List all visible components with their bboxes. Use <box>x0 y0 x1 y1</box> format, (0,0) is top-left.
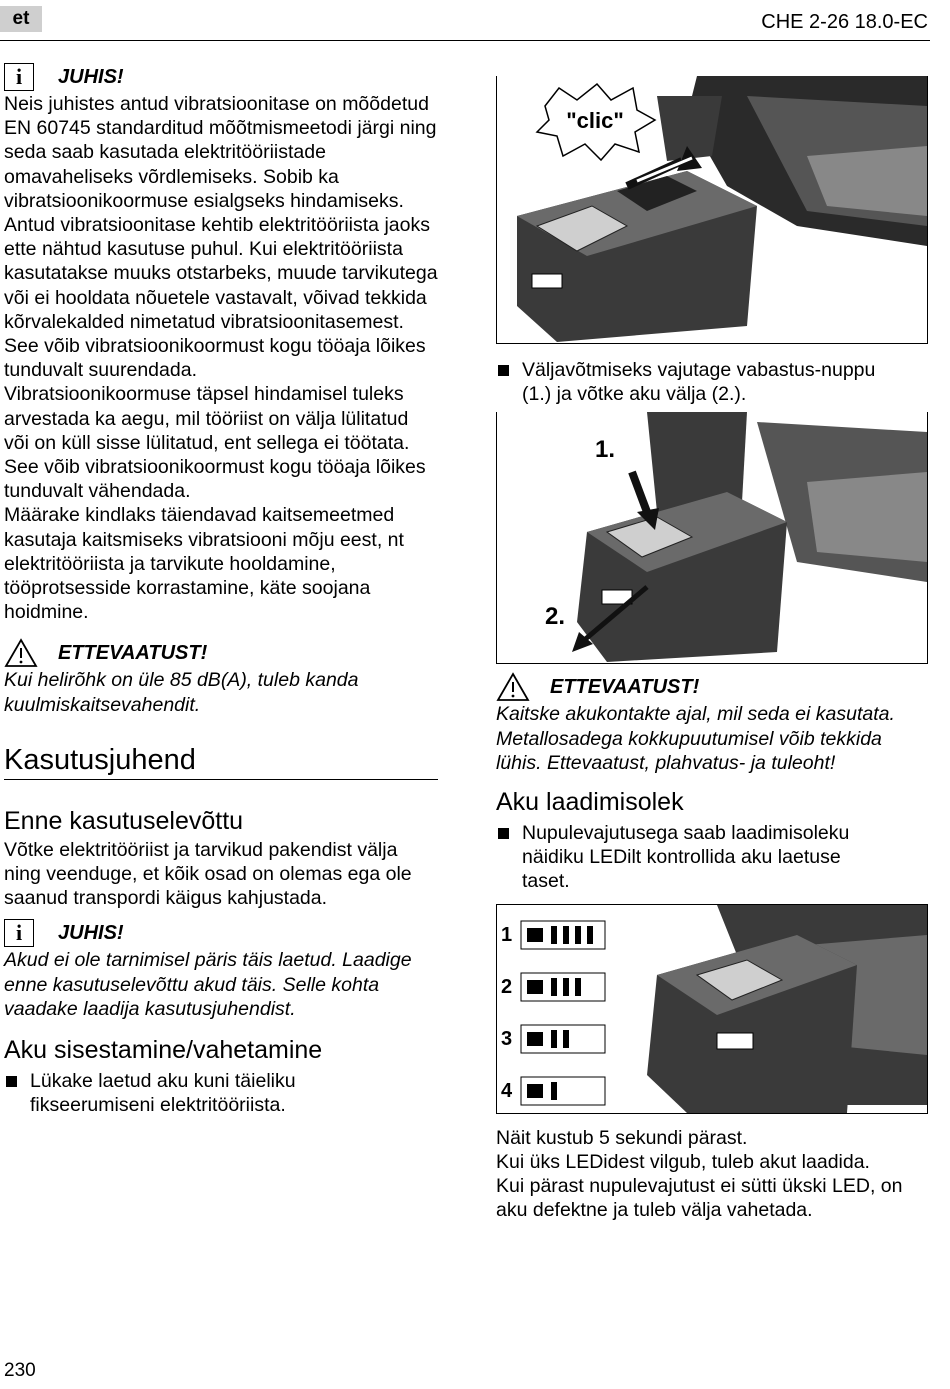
note-paragraph: Antud vibratsioonitase kehtib elektritööriista jaoks ette nähtud kasutuse puhul. Kui elektritööriista kasutatakse muuks otstarbeks, muude tarvikutega või ei hooldata nõuetele vastavalt, võivad tekkida kõrvalekalded nimetatud vibratsioonitasemest. See võib vibratsioonikoormust kogu tööaja lõikes tunduvalt suurendada. <box>4 214 438 382</box>
led-indicator <box>587 926 593 944</box>
note-title: JUHIS! <box>58 65 124 88</box>
subsection-title: Aku laadimisolek <box>496 788 684 817</box>
note-header <box>4 918 438 948</box>
note-text: Akud ei ole tarnimisel päris täis laetud. Laadige enne kasutuselevõttu akud täis. Selle kohta vaadake laadija kasutusjuhendist. <box>4 949 412 1020</box>
led-indicator <box>563 1030 569 1048</box>
clic-label: "clic" <box>566 108 624 133</box>
charge-level-number: 1 <box>501 923 513 946</box>
led-indicator <box>575 926 581 944</box>
caution-title: ETTEVAATUST! <box>550 676 700 699</box>
figure-battery-insert <box>496 76 928 344</box>
list-item-text: Nupulevajutusega saab laadimisoleku näidiku LEDilt kontrollida aku laetuse taset. <box>522 822 850 893</box>
subsection-title: Enne kasutuselevõttu <box>4 806 244 835</box>
subsection-text: Võtke elektritööriist ja tarvikud pakendist välja ning veenduge, et kõik osad on olemas ega ole saanud transpordi käigus kahjustada. <box>4 838 412 910</box>
warning-icon <box>496 672 530 702</box>
caution-header <box>4 638 438 668</box>
led-indicator <box>563 978 569 996</box>
bullet-marker <box>4 1069 30 1117</box>
left-column <box>4 62 438 1118</box>
note-paragraph: Neis juhistes antud vibratsioonitase on mõõdetud EN 60745 standarditud mõõtmismeetodi järgi ning seda saab kasutada elektritööriistade omavaheliseks võrdlemiseks. Sobib ka vibratsioonikoormuse esialgseks hindamiseks. <box>4 93 437 212</box>
bullet-marker <box>496 821 522 894</box>
list-item-text: Lükake laetud aku kuni täieliku fikseerumiseni elektritööriista. <box>30 1070 296 1117</box>
closing-text: Kui üks LEDidest vilgub, tuleb akut laadida. <box>496 1150 870 1173</box>
closing-text: Näit kustub 5 sekundi pärast. <box>496 1126 748 1149</box>
list-item <box>496 821 928 894</box>
battery-symbol-icon <box>527 980 543 994</box>
section-title: Kasutusjuhend <box>4 743 438 780</box>
step-label: 2. <box>545 603 566 631</box>
charge-level-number: 3 <box>501 1027 513 1050</box>
caution-text: Kaitske akukontakte ajal, mil seda ei kasutata. Metallosadega kokkupuutumisel võib tekkida lühis. Ettevaatust, plahvatus- ja tuleoht! <box>496 703 895 774</box>
closing-text: Kui pärast nupulevajutust ei sütti ükski LED, on aku defektne ja tuleb välja vahetada. <box>496 1175 903 1222</box>
list-item <box>4 1069 438 1117</box>
charge-level-number: 4 <box>501 1079 513 1102</box>
battery-symbol-icon <box>527 928 543 942</box>
led-indicator <box>551 926 557 944</box>
led-indicator <box>563 926 569 944</box>
page-number: 230 <box>4 1360 36 1381</box>
led-indicator <box>575 978 581 996</box>
led-indicator <box>551 978 557 996</box>
step-label: 1. <box>595 436 616 464</box>
led-indicator <box>551 1082 557 1100</box>
charge-level-number: 2 <box>501 975 513 998</box>
battery-symbol-icon <box>527 1032 543 1046</box>
right-column <box>496 76 928 1222</box>
led-indicator <box>551 1030 557 1048</box>
info-icon: i <box>4 919 34 947</box>
list-item <box>496 358 928 406</box>
subsection-title: Aku sisestamine/vahetamine <box>4 1036 323 1065</box>
document-code: CHE 2-26 18.0-EC <box>761 11 928 33</box>
note-header <box>4 62 438 92</box>
bullet-marker <box>496 358 522 406</box>
header-rule <box>0 40 930 41</box>
caution-header <box>496 672 928 702</box>
language-tag: et <box>0 6 42 32</box>
battery-insert-illustration <box>497 76 927 342</box>
note-paragraph: Määrake kindlaks täiendavad kaitsemeetmed kasutaja kaitsmiseks vibratsiooni mõju eest, nt elektritööriista ja tarvikute hooldamine, tööprotsesside korrastamine, käte soojana hoidmine. <box>4 504 404 624</box>
note-paragraph: Vibratsioonikoormuse täpsel hindamisel tuleks arvestada ka aegu, mil tööriist on välja lülitatud või on küll sisse lülitatud, ent sellega ei töötata. See võib vibratsioonikoormust kogu tööaja lõikes tunduvalt vähendada. <box>4 383 426 503</box>
figure-charge-level <box>496 904 928 1114</box>
battery-remove-illustration <box>497 412 927 662</box>
list-item-text: Väljavõtmiseks vajutage vabastus-nuppu (1.) ja võtke aku välja (2.). <box>522 359 876 406</box>
figure-battery-remove <box>496 412 928 664</box>
warning-icon <box>4 638 38 668</box>
caution-title: ETTEVAATUST! <box>58 642 208 665</box>
battery-symbol-icon <box>527 1084 543 1098</box>
caution-text: Kui helirõhk on üle 85 dB(A), tuleb kanda kuulmiskaitsevahendit. <box>4 669 359 716</box>
info-icon: i <box>4 63 34 91</box>
note-title: JUHIS! <box>58 922 124 945</box>
charge-level-illustration <box>497 905 927 1113</box>
